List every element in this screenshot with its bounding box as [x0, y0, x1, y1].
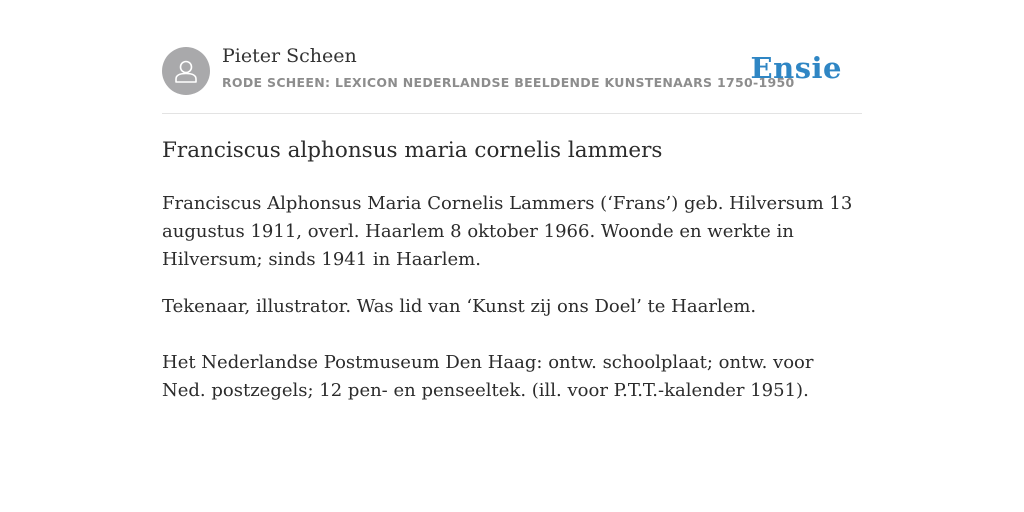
article-paragraph-1: Franciscus Alphonsus Maria Cornelis Lammers (‘Frans’) geb. Hilversum 13 augustus 1911, overl. Haarlem 8 oktober 1966. Woonde en werkte in Hilversum; sinds 1941 in Haarlem. — [162, 193, 853, 270]
source-title[interactable]: RODE SCHEEN: LEXICON NEDERLANDSE BEELDENDE KUNSTENAARS 1750-1950 — [222, 75, 795, 90]
article-paragraph-2: Tekenaar, illustrator. Was lid van ‘Kunst zij ons Doel’ te Haarlem. — [162, 296, 757, 317]
article-title: Franciscus alphonsus maria cornelis lammers — [162, 138, 663, 163]
author-name[interactable]: Pieter Scheen — [222, 45, 357, 67]
avatar[interactable] — [162, 47, 210, 95]
brand-logo[interactable]: Ensie — [750, 51, 842, 85]
article-paragraph-3: Het Nederlandse Postmuseum Den Haag: ontw. schoolplaat; ontw. voor Ned. postzegels; 12 pen- en penseeltek. (ill. voor P.T.T.-kalender 1951). — [162, 352, 814, 401]
article-card — [162, 0, 862, 401]
article-header — [162, 0, 862, 114]
user-icon — [171, 56, 201, 86]
